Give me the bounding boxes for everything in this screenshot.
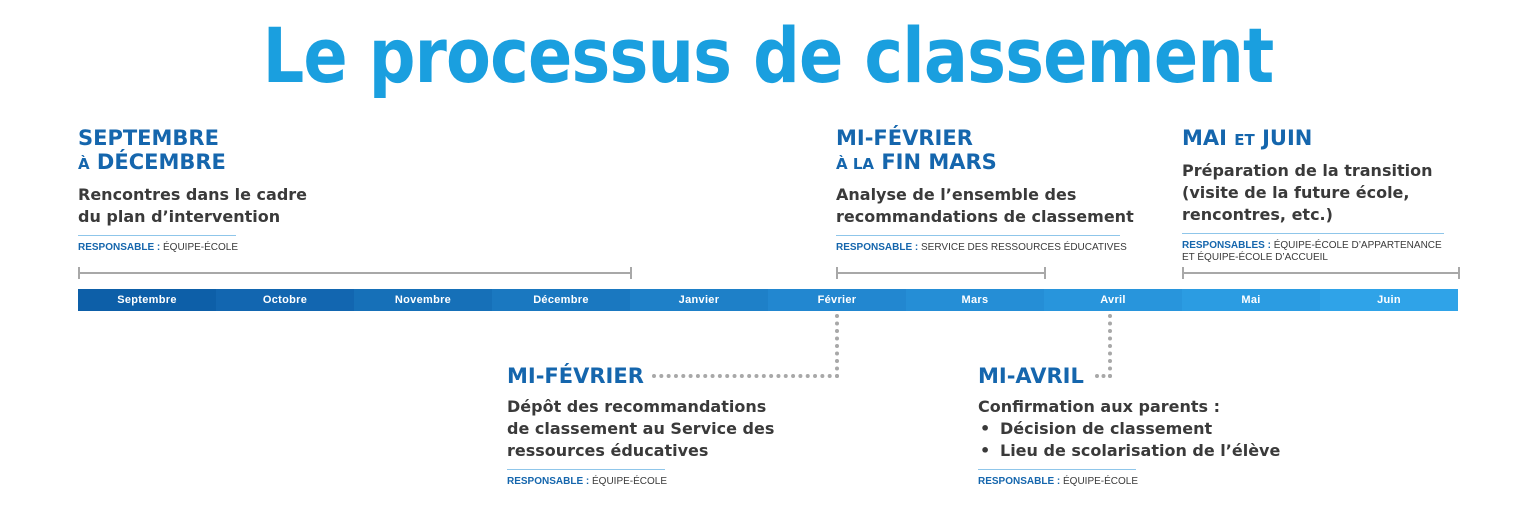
description-line: Confirmation aux parents : (978, 397, 1221, 416)
connector-dot (1108, 329, 1112, 333)
description-line: du plan d’intervention (78, 207, 281, 226)
responsible-line: RESPONSABLE : ÉQUIPE-ÉCOLE (78, 242, 239, 253)
period-mai-juin-heading: MAI ET JUIN (1182, 126, 1313, 150)
heading-line-2: À LA FIN MARS (836, 150, 997, 174)
connector-dot (835, 352, 839, 356)
milestone-mi-fevrier (507, 364, 787, 488)
description-line: ressources éducatives (507, 441, 709, 460)
month-septembre: Septembre (78, 289, 216, 311)
bullet-item: • Décision de classement (978, 418, 1308, 440)
milestone-mi-avril-description (978, 396, 1308, 462)
connector-dot (835, 344, 839, 348)
month-mars: Mars (906, 289, 1044, 311)
responsible-line: RESPONSABLE : ÉQUIPE-ÉCOLE (978, 476, 1139, 487)
page-title: Le processus de classement (262, 11, 1274, 100)
responsible-line: RESPONSABLES : ÉQUIPE-ÉCOLE D’APPARTENANCE ET ÉQUIPE-ÉCOLE D’ACCUEIL (1182, 240, 1442, 263)
bullet-list (978, 418, 1308, 462)
month-février: Février (768, 289, 906, 311)
description-line: de classement au Service des (507, 419, 775, 438)
connector-dot (835, 359, 839, 363)
connector-dot (835, 314, 839, 318)
responsible-line: RESPONSABLE : SERVICE DES RESSOURCES ÉDUCATIVES (836, 242, 1127, 253)
month-juin: Juin (1320, 289, 1458, 311)
month-avril: Avril (1044, 289, 1182, 311)
heading-line-2: À DÉCEMBRE (78, 150, 226, 174)
responsible-line: RESPONSABLE : ÉQUIPE-ÉCOLE (507, 476, 668, 487)
milestone-mi-fevrier-heading: MI-FÉVRIER (507, 364, 644, 388)
description-line: Rencontres dans le cadre (78, 185, 308, 204)
connector-dot (1108, 352, 1112, 356)
connector-dot (835, 329, 839, 333)
month-mai: Mai (1182, 289, 1320, 311)
divider (507, 469, 665, 470)
connector-dot (835, 337, 839, 341)
description-line: recommandations de classement (836, 207, 1134, 226)
description-line: Analyse de l’ensemble des (836, 185, 1077, 204)
description-line: Dépôt des recommandations (507, 397, 767, 416)
month-décembre: Décembre (492, 289, 630, 311)
connector-dot (828, 374, 832, 378)
month-novembre: Novembre (354, 289, 492, 311)
connector-dot (798, 374, 802, 378)
connector-dot (1108, 344, 1112, 348)
connector-dot (1108, 337, 1112, 341)
connector-dot (806, 374, 810, 378)
connector-dot (791, 374, 795, 378)
connector-dot (813, 374, 817, 378)
milestone-mi-avril (978, 364, 1308, 488)
connector-dot (1108, 359, 1112, 363)
description-line: (visite de la future école, (1182, 183, 1410, 202)
milestone-mi-avril-heading: MI-AVRIL (978, 364, 1084, 388)
heading-line-1: SEPTEMBRE (78, 126, 219, 150)
month-janvier: Janvier (630, 289, 768, 311)
description-line: rencontres, etc.) (1182, 205, 1333, 224)
bullet-item: • Lieu de scolarisation de l’élève (978, 440, 1308, 462)
heading-line-1: MI-FÉVRIER (836, 126, 973, 150)
month-octobre: Octobre (216, 289, 354, 311)
connector-dot (835, 367, 839, 371)
connector-dot (1108, 314, 1112, 318)
divider (978, 469, 1136, 470)
connector-dot (835, 322, 839, 326)
milestone-mi-fevrier-description (507, 396, 787, 462)
connector-dot (1108, 322, 1112, 326)
description-line: Préparation de la transition (1182, 161, 1433, 180)
connector-dot (835, 374, 839, 378)
connector-dot (820, 374, 824, 378)
